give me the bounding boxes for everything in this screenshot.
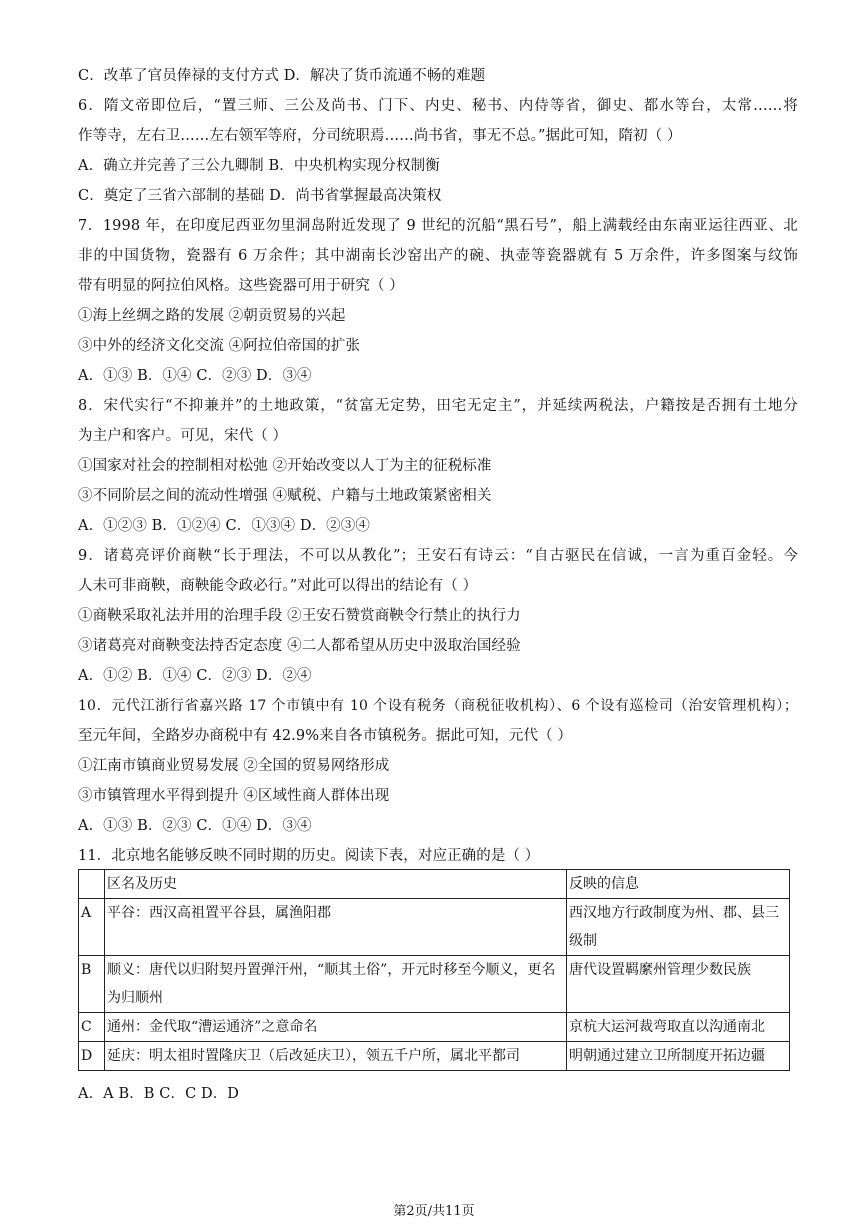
q9-options: A．①② B．①④ C．②③ D．②④	[78, 668, 312, 684]
q7-items-12: ①海上丝绸之路的发展 ②朝贡贸易的兴起	[78, 308, 346, 324]
q6-option-ab: A．确立并完善了三公九卿制 B．中央机构实现分权制衡	[78, 158, 440, 174]
row-history: 顺义：唐代以归附契丹置弹汗州，“顺其土俗”，开元时移至今顺义，更名为归顺州	[105, 956, 567, 1013]
q7-options: A．①③ B．①④ C．②③ D．③④	[78, 368, 312, 384]
row-key: D	[79, 1042, 105, 1071]
q10-stem-line1: 10．元代江浙行省嘉兴路 17 个市镇中有 10 个设有税务（商税征收机构）、6 个设有巡检司（治安管理机构）；	[78, 698, 798, 714]
page-number-footer: 第2页/共11页	[393, 1204, 475, 1219]
row-info: 唐代设置羁縻州管理少数民族	[567, 956, 790, 1013]
q8-options: A．①②③ B．①②④ C．①③④ D．②③④	[78, 518, 370, 534]
q8-items-34: ③不同阶层之间的流动性增强 ④赋税、户籍与土地政策紧密相关	[78, 488, 492, 504]
q9-items-12: ①商鞅采取礼法并用的治理手段 ②王安石赞赏商鞅令行禁止的执行力	[78, 608, 521, 624]
q9-items-34: ③诸葛亮对商鞅变法持否定态度 ④二人都希望从历史中汲取治国经验	[78, 638, 521, 654]
q5-option-cd: C．改革了官员俸禄的支付方式 D．解决了货币流通不畅的难题	[78, 68, 486, 84]
q8-stem-line1: 8．宋代实行“不抑兼并”的土地政策，“贫富无定势，田宅无定主”，并延续两税法，户籍按是否拥有土地分	[78, 398, 798, 414]
q11-options: A．A B．B C．C D．D	[78, 1086, 240, 1102]
q7-stem-line1: 7．1998 年，在印度尼西亚勿里洞岛附近发现了 9 世纪的沉船“黑石号”，船上满载经由东南亚运往西亚、北	[78, 218, 798, 234]
row-key: B	[79, 956, 105, 1013]
row-info: 京杭大运河裁弯取直以沟通南北	[567, 1013, 790, 1042]
q10-items-12: ①江南市镇商业贸易发展 ②全国的贸易网络形成	[78, 758, 390, 774]
table-row	[79, 899, 790, 956]
q7-stem-line2: 非的中国货物，瓷器有 6 万余件；其中湖南长沙窑出产的碗、执壶等瓷器就有 5 万余件，许多图案与纹饰	[78, 248, 798, 264]
q6-stem-line2: 作等寺，左右卫……左右领军等府，分司统职焉……尚书省，事无不总。”据此可知，隋初（ ）	[78, 128, 682, 144]
q7-stem-line3: 带有明显的阿拉伯风格。这些瓷器可用于研究（ ）	[78, 278, 404, 294]
q6-stem-line1: 6．隋文帝即位后，“置三师、三公及尚书、门下、内史、秘书、内侍等省，御史、都水等台，太常……将	[78, 98, 798, 114]
q6-option-cd: C．奠定了三省六部制的基础 D．尚书省掌握最高决策权	[78, 188, 442, 204]
row-info: 明朝通过建立卫所制度开拓边疆	[567, 1042, 790, 1071]
q8-stem-line2: 为主户和客户。可见，宋代（ ）	[78, 428, 288, 444]
table-row	[79, 1042, 790, 1071]
row-info: 西汉地方行政制度为州、郡、县三级制	[567, 899, 790, 956]
table-row	[79, 1013, 790, 1042]
q8-items-12: ①国家对社会的控制相对松弛 ②开始改变以人丁为主的征税标准	[78, 458, 492, 474]
row-history: 平谷：西汉高祖置平谷县，属渔阳郡	[105, 899, 567, 956]
row-history: 延庆：明太祖时置隆庆卫（后改延庆卫），领五千户所，属北平都司	[105, 1042, 567, 1071]
table-header-cell: 区名及历史	[105, 870, 567, 899]
q10-items-34: ③市镇管理水平得到提升 ④区域性商人群体出现	[78, 788, 390, 804]
row-key: A	[79, 899, 105, 956]
table-header-cell	[79, 870, 105, 899]
row-history: 通州：金代取“漕运通济”之意命名	[105, 1013, 567, 1042]
row-key: C	[79, 1013, 105, 1042]
table-header-row	[79, 870, 790, 899]
q10-stem-line2: 至元年间，全路岁办商税中有 42.9%来自各市镇税务。据此可知，元代（ ）	[78, 728, 572, 744]
q10-options: A．①③ B．②③ C．①④ D．③④	[78, 818, 312, 834]
q9-stem-line2: 人未可非商鞅，商鞅能令政必行。”对此可以得出的结论有（ ）	[78, 578, 478, 594]
beijing-place-names-table	[78, 869, 790, 1071]
q11-stem: 11．北京地名能够反映不同时期的历史。阅读下表，对应正确的是（ ）	[78, 848, 540, 864]
q7-items-34: ③中外的经济文化交流 ④阿拉伯帝国的扩张	[78, 338, 361, 354]
q9-stem-line1: 9．诸葛亮评价商鞅“长于理法，不可以从教化”；王安石有诗云：“自古驱民在信诚，一言为重百金轻。今	[78, 548, 798, 564]
table-header-cell: 反映的信息	[567, 870, 790, 899]
table-row	[79, 956, 790, 1013]
